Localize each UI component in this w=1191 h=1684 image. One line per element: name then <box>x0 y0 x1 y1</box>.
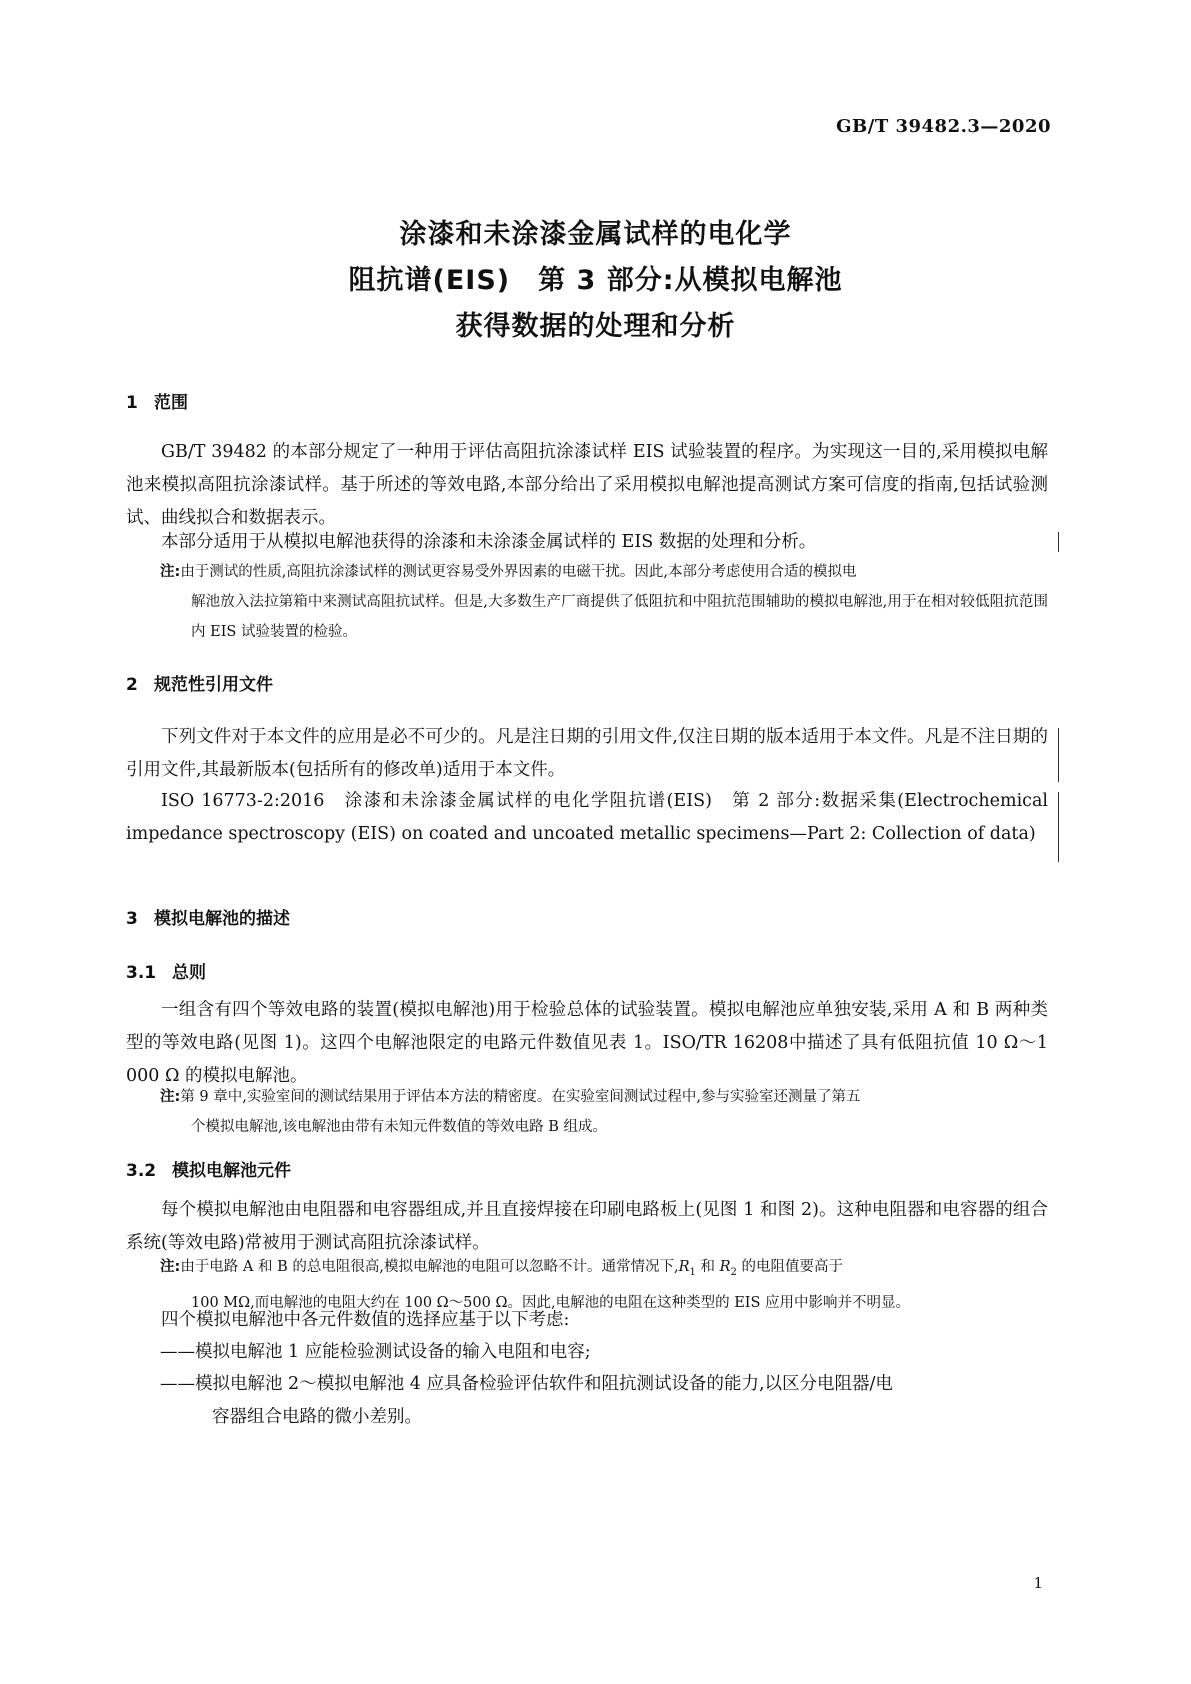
references-paragraph-1: 下列文件对于本文件的应用是必不可少的。凡是注日期的引用文件,仅注日期的版本适用于本文件。凡是不注日期的引用文件,其最新版本(包括所有的修改单)适用于本文件。 <box>126 727 1048 780</box>
note-text-first: 由于测试的性质,高阻抗涂漆试样的测试更容易受外界因素的电磁干扰。因此,本部分考虑使用合适的模拟电 <box>180 564 857 580</box>
r2-subscript: 2 <box>730 1266 737 1278</box>
note-text-and: 和 <box>695 1259 720 1275</box>
subsection-3-2-heading <box>126 1156 291 1181</box>
note-label: 注: <box>160 1089 181 1105</box>
selection-intro: 四个模拟电解池中各元件数值的选择应基于以下考虑: <box>161 1310 570 1330</box>
list-item-2-first: ——模拟电解池 2～模拟电解池 4 应具备检验评估软件和阻抗测试设备的能力,以区分电阻器/电 <box>160 1374 893 1394</box>
note-label: 注: <box>160 1259 181 1275</box>
change-bar <box>1058 792 1059 862</box>
section-number: 3 <box>126 909 138 929</box>
section-number: 3.1 <box>126 963 157 983</box>
note-text-rest: 个模拟电解池,该电解池由带有未知元件数值的等效电路 B 组成。 <box>191 1119 607 1135</box>
section-title: 总则 <box>172 963 206 983</box>
change-bar <box>1058 532 1059 552</box>
section-title: 规范性引用文件 <box>154 675 273 695</box>
page-number: 1 <box>1033 1574 1043 1592</box>
section-number: 3.2 <box>126 1161 157 1181</box>
reference-iso-16773-2: ISO 16773-2:2016 涂漆和未涂漆金属试样的电化学阻抗谱(EIS) 第 2 部分:数据采集(Electrochemical impedance spectroscopy (EIS) on coated and uncoated metallic specimens—Part 2: Collection of data) <box>126 791 1048 844</box>
standard-code: GB/T 39482.3—2020 <box>836 116 1051 137</box>
note-label: 注: <box>160 564 181 580</box>
scope-note <box>160 557 1048 647</box>
r1-subscript: 1 <box>689 1266 696 1278</box>
change-bar <box>1058 728 1059 782</box>
note-text-a: 由于电路 A 和 B 的总电阻很高,模拟电解池的电阻可以忽略不计。通常情况下, <box>180 1259 679 1275</box>
note-text-rest: 解池放入法拉第箱中来测试高阻抗试样。但是,大多数生产厂商提供了低阻抗和中阻抗范围辅助的模拟电解池,用于在相对较低阻抗范围内 EIS 试验装置的检验。 <box>191 594 1048 640</box>
note-text-first: 第 9 章中,实验室间的测试结果用于评估本方法的精密度。在实验室间测试过程中,参与实验室还测量了第五 <box>180 1089 861 1105</box>
r1-symbol: R <box>678 1259 690 1275</box>
section-title: 范围 <box>154 393 188 413</box>
general-paragraph: 一组含有四个等效电路的装置(模拟电解池)用于检验总体的试验装置。模拟电解池应单独安装,采用 A 和 B 两种类型的等效电路(见图 1)。这四个电解池限定的电路元件数值见表 1。ISO/TR 16208中描述了具有低阻抗值 10 Ω～1 000 Ω 的模拟电解池。 <box>126 1000 1048 1086</box>
scope-paragraph-2: 本部分适用于从模拟电解池获得的涂漆和未涂漆金属试样的 EIS 数据的处理和分析。 <box>161 532 817 552</box>
section-number: 1 <box>126 393 138 413</box>
section-title: 模拟电解池的描述 <box>154 909 290 929</box>
section-3-heading <box>126 904 290 929</box>
components-paragraph: 每个模拟电解池由电阻器和电容器组成,并且直接焊接在印刷电路板上(见图 1 和图 2)。这种电阻器和电容器的组合系统(等效电路)常被用于测试高阻抗涂漆试样。 <box>126 1200 1048 1253</box>
title-line-3: 获得数据的处理和分析 <box>455 311 736 342</box>
note-text-b: 的电阻值要高于 <box>736 1259 844 1275</box>
note-text-rest: 100 MΩ,而电解池的电阻大约在 100 Ω～500 Ω。因此,电解池的电阻在这种类型的 EIS 应用中影响并不明显。 <box>191 1294 911 1311</box>
section-number: 2 <box>126 675 138 695</box>
scope-paragraph-1: GB/T 39482 的本部分规定了一种用于评估高阻抗涂漆试样 EIS 试验装置的程序。为实现这一目的,采用模拟电解池来模拟高阻抗涂漆试样。基于所述的等效电路,本部分给出了采用模拟电解池提高测试方案可信度的指南,包括试验测试、曲线拟合和数据表示。 <box>126 442 1048 528</box>
r2-symbol: R <box>719 1259 731 1275</box>
title-line-1: 涂漆和未涂漆金属试样的电化学 <box>399 219 792 250</box>
list-item-1: ——模拟电解池 1 应能检验测试设备的输入电阻和电容; <box>160 1342 591 1362</box>
section-2-heading <box>126 670 273 695</box>
list-item-2 <box>160 1368 1048 1434</box>
general-note <box>160 1082 1048 1142</box>
subsection-3-1-heading <box>126 958 206 983</box>
section-title: 模拟电解池元件 <box>172 1161 291 1181</box>
list-item-2-rest: 容器组合电路的微小差别。 <box>212 1407 422 1427</box>
section-1-heading <box>126 388 188 413</box>
title-line-2: 阻抗谱(EIS) 第 3 部分:从模拟电解池 <box>348 265 843 296</box>
